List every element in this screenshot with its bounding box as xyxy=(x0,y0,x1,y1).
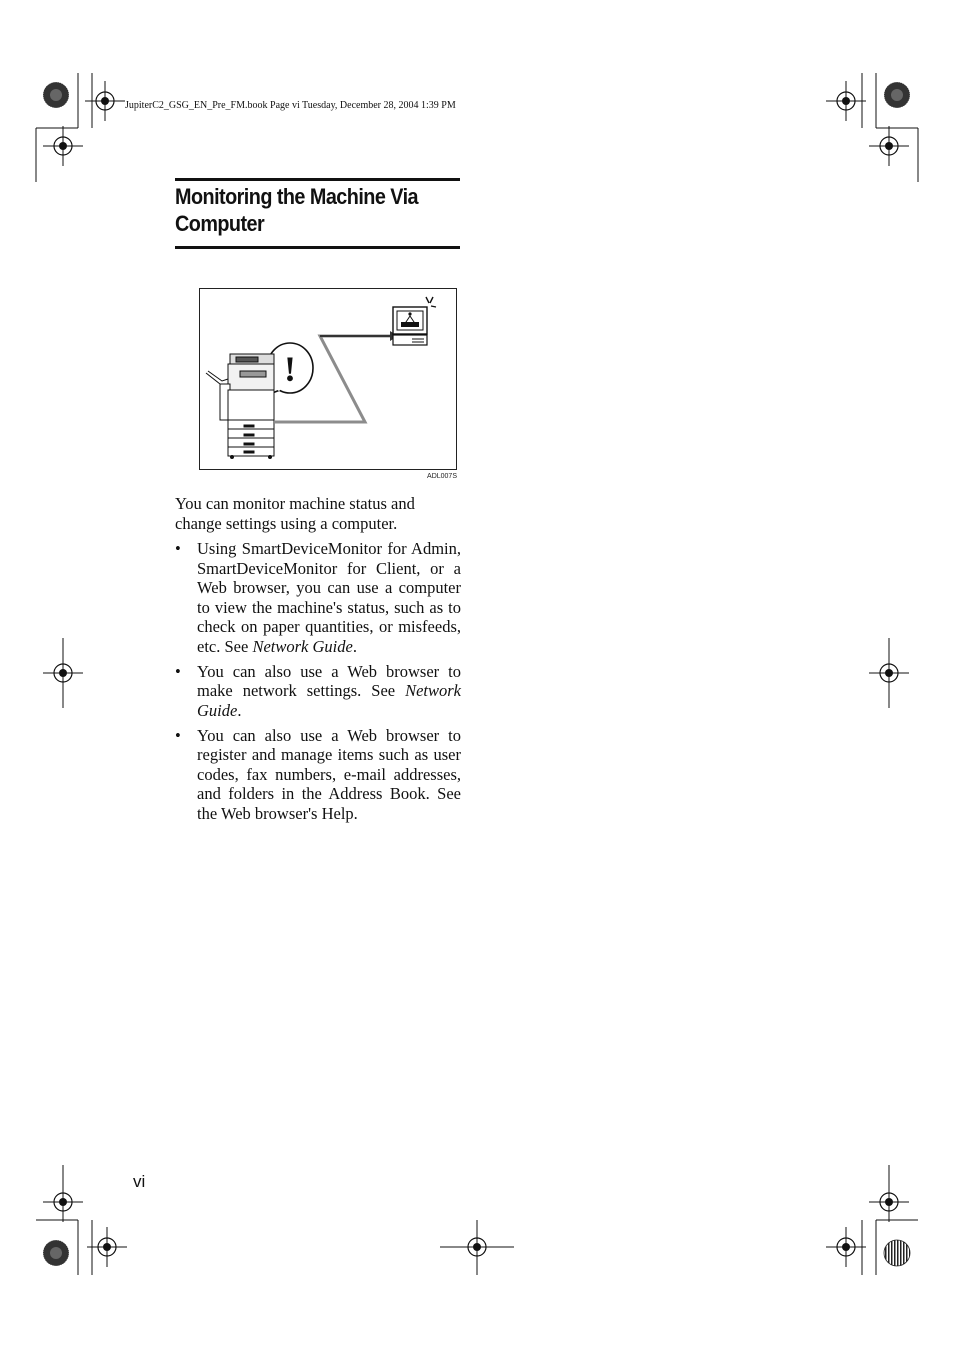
guide-reference: Network Guide xyxy=(197,681,461,720)
bullet-list xyxy=(175,539,461,829)
title-top-rule xyxy=(175,178,460,181)
page-title: Monitoring the Machine Via Computer xyxy=(175,184,419,236)
registration-mark-icon xyxy=(43,1182,83,1222)
bullet-text: Using SmartDeviceMonitor for Admin, SmartDeviceMonitor for Client, or a Web browser, you can use a computer to view the machine's status, such as to check on paper quantities, or misfeeds, etc. See xyxy=(197,539,461,656)
bullet-end: . xyxy=(237,700,242,720)
page-number: vi xyxy=(133,1172,146,1191)
registration-mark-icon xyxy=(87,1227,127,1267)
registration-mark-icon xyxy=(869,1182,909,1222)
alert-exclamation: ! xyxy=(284,349,296,389)
monitoring-illustration xyxy=(199,288,457,470)
color-bar-icon xyxy=(884,82,910,108)
color-bar-icon xyxy=(884,1240,910,1266)
bullet-dot: • xyxy=(175,725,181,745)
registration-mark-icon xyxy=(869,126,909,166)
bullet-dot: • xyxy=(175,661,181,681)
bullet-dot: • xyxy=(175,539,181,558)
bullet-end: . xyxy=(352,636,357,656)
title-bottom-rule xyxy=(175,246,460,249)
registration-mark-icon xyxy=(826,81,866,121)
intro-paragraph: You can monitor machine status and change settings using a computer. xyxy=(175,494,415,533)
color-bar-icon xyxy=(43,82,69,108)
color-bar-icon xyxy=(43,1240,69,1266)
computer-icon xyxy=(393,297,436,345)
guide-reference: Network Guide xyxy=(252,636,353,656)
figure-code: ADL007S xyxy=(427,473,457,480)
bullet-text: You can also use a Web browser to make network settings. See xyxy=(197,661,461,700)
registration-mark-icon xyxy=(43,126,83,166)
file-info-header: JupiterC2_GSG_EN_Pre_FM.book Page vi Tuesday, December 28, 2004 1:39 PM xyxy=(125,100,456,111)
registration-mark-icon xyxy=(85,81,125,121)
registration-mark-icon xyxy=(826,1227,866,1267)
list-item xyxy=(175,662,461,721)
bullet-text: You can also use a Web browser to register and manage items such as user codes, fax numbers, e-mail addresses, and folders in the Address Book. See the Web browser's Help. xyxy=(197,725,461,823)
list-item xyxy=(175,539,461,656)
printer-machine-icon xyxy=(206,354,274,459)
list-item xyxy=(175,726,461,824)
crop-mark-icon xyxy=(440,1220,514,1275)
